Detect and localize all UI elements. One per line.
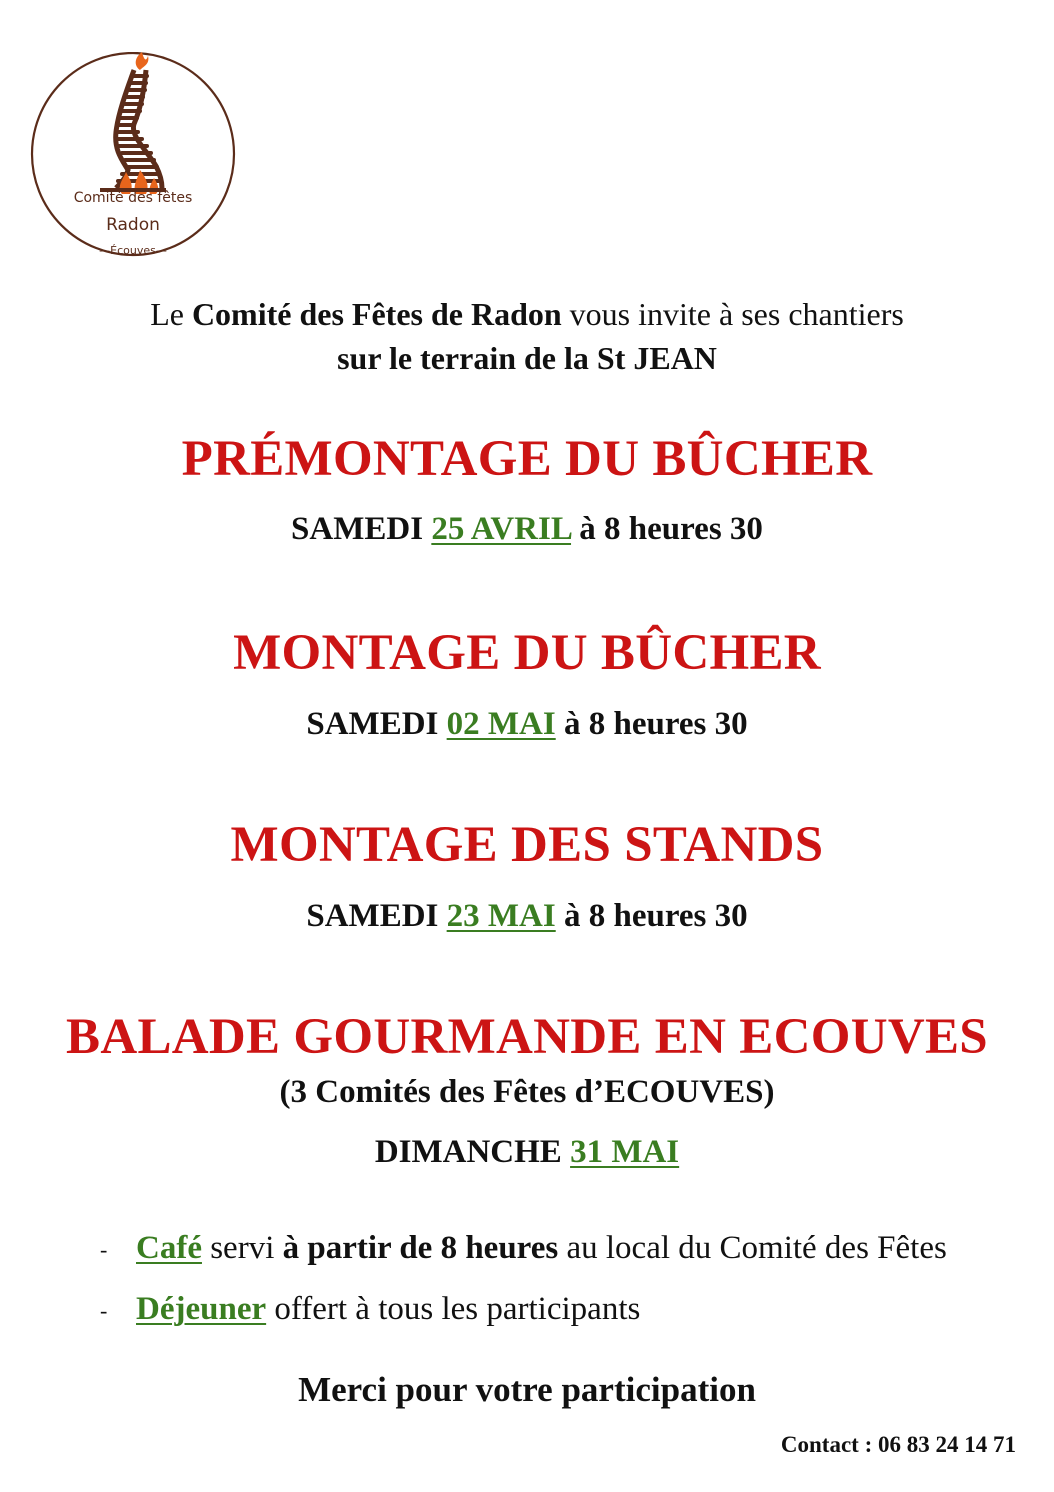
intro-pre: Le (150, 296, 192, 332)
event-day: SAMEDI (306, 898, 447, 934)
bullet-dash: - (100, 1298, 108, 1324)
event-title-balade: BALADE GOURMANDE EN ECOUVES (66, 1009, 988, 1065)
event-date: 31 MAI (570, 1134, 680, 1170)
intro-line1 (0, 292, 1054, 336)
event-title-montage-bucher: MONTAGE DU BÛCHER (233, 625, 821, 681)
event-date: 23 MAI (446, 898, 556, 934)
event-date-premontage (0, 511, 1054, 548)
bullet-keyword: Café (136, 1230, 202, 1266)
bullet-text: au local du Comité des Fêtes (558, 1230, 947, 1266)
event-day: SAMEDI (306, 706, 447, 742)
event-date: 25 AVRIL (431, 511, 572, 547)
intro-post: vous invite à ses chantiers (561, 296, 904, 332)
intro-line2: sur le terrain de la St JEAN (337, 340, 717, 376)
intro-org: Comité des Fêtes de Radon (191, 296, 562, 332)
event-time: à 8 heures 30 (555, 898, 748, 934)
event-date-balade (0, 1134, 1054, 1171)
logo-line3: —Écouves— (99, 244, 167, 257)
bullet-dash: - (100, 1237, 108, 1263)
bullet-text: offert à tous les participants (266, 1291, 641, 1327)
event-time: à 8 heures 30 (571, 511, 763, 547)
event-day: SAMEDI (291, 511, 432, 547)
bullet-dejeuner (100, 1291, 640, 1328)
bonfire-tower-icon (30, 52, 236, 262)
event-day: DIMANCHE (374, 1134, 571, 1170)
event-date-montage-stands (0, 898, 1054, 935)
logo-line2: Radon (106, 215, 160, 235)
event-date-montage-bucher (0, 706, 1054, 743)
event-title-montage-stands: MONTAGE DES STANDS (230, 817, 824, 873)
contact: Contact : 06 83 24 14 71 (780, 1432, 1016, 1457)
thanks: Merci pour votre participation (298, 1370, 756, 1409)
bullet-bold: à partir de 8 heures (282, 1230, 559, 1266)
bullet-text: servi (201, 1230, 283, 1266)
event-title-premontage: PRÉMONTAGE DU BÛCHER (181, 431, 873, 487)
bullet-cafe (100, 1230, 947, 1267)
bullet-keyword: Déjeuner (136, 1291, 267, 1327)
logo (30, 52, 236, 262)
event-subtitle-balade: (3 Comités des Fêtes d’ECOUVES) (279, 1074, 775, 1110)
logo-line1: Comité des fêtes (73, 190, 193, 206)
event-date: 02 MAI (446, 706, 556, 742)
event-time: à 8 heures 30 (555, 706, 748, 742)
